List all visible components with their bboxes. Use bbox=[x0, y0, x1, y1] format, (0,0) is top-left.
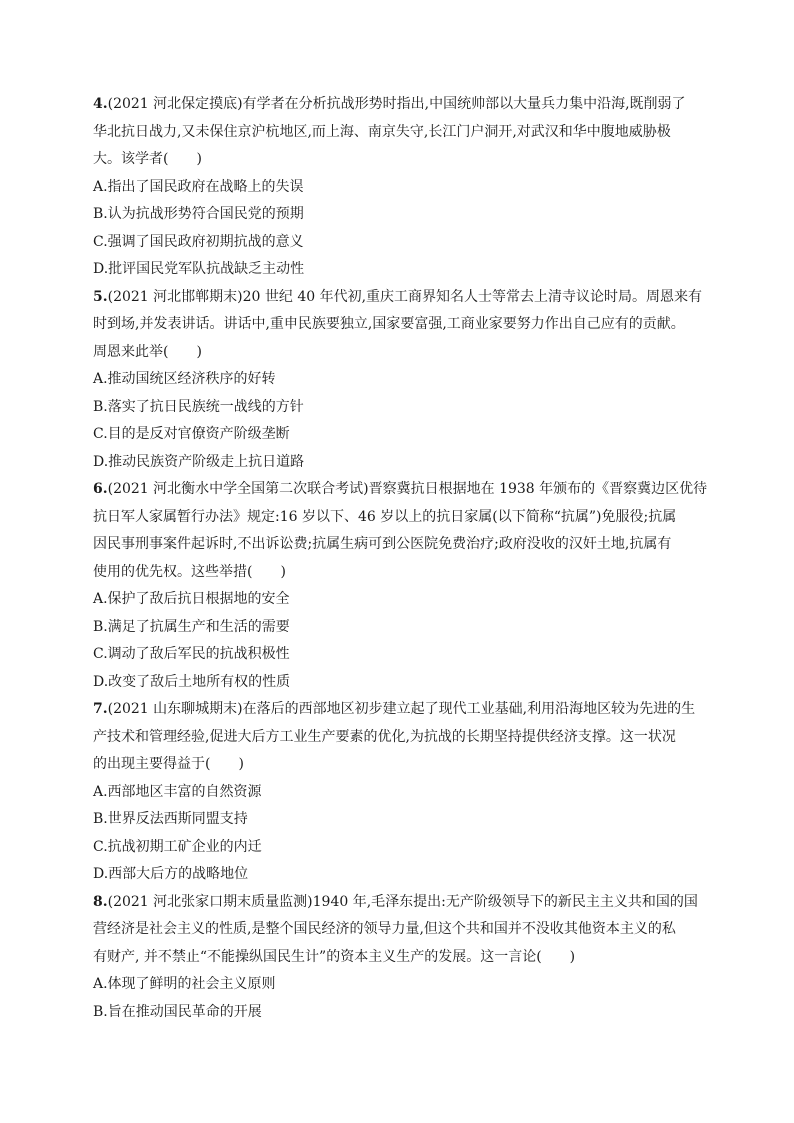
question-stem-line: 5.(2021 河北邯郸期末)20 世纪 40 年代初,重庆工商界知名人士等常去上清寺议论时局。周恩来有 bbox=[93, 288, 703, 305]
question-number: 5. bbox=[93, 288, 108, 305]
question-stem-line: 使用的优先权。这些举措( ) bbox=[93, 563, 286, 580]
option-b: B.世界反法西斯同盟支持 bbox=[93, 811, 248, 827]
question-4 bbox=[93, 91, 713, 284]
question-7 bbox=[93, 696, 713, 889]
option-b: B.落实了抗日民族统一战线的方针 bbox=[93, 398, 304, 415]
option-c: C.强调了国民政府初期抗战的意义 bbox=[93, 233, 304, 250]
question-stem-line: 周恩来此举( ) bbox=[93, 343, 202, 360]
question-stem-line: 8.(2021 河北张家口期末质量监测)1940 年,毛泽东提出:无产阶级领导下的新民主主义共和国的国 bbox=[93, 893, 698, 910]
question-stem-line: 营经济是社会主义的性质,是整个国民经济的领导力量,但这个共和国并不没收其他资本主义的私 bbox=[93, 921, 676, 937]
question-stem-line: 大。该学者( ) bbox=[93, 151, 202, 167]
question-stem-line: 有财产, 并不禁止“不能操纵国民生计”的资本主义生产的发展。这一言论( ) bbox=[93, 948, 576, 965]
option-b: B.满足了抗属生产和生活的需要 bbox=[93, 618, 290, 635]
option-d: D.批评国民党军队抗战缺乏主动性 bbox=[93, 261, 305, 277]
question-6 bbox=[93, 476, 713, 696]
option-d: D.改变了敌后土地所有权的性质 bbox=[93, 673, 291, 690]
option-d: D.推动民族资产阶级走上抗日道路 bbox=[93, 453, 305, 470]
question-number: 4. bbox=[93, 96, 108, 112]
question-stem-line: 7.(2021 山东聊城期末)在落后的西部地区初步建立起了现代工业基础,利用沿海地区较为先进的生 bbox=[93, 701, 696, 717]
option-a: A.指出了国民政府在战略上的失误 bbox=[93, 178, 304, 195]
option-a: A.体现了鲜明的社会主义原则 bbox=[93, 976, 276, 992]
option-a: A.保护了敌后抗日根据地的安全 bbox=[93, 591, 290, 607]
question-stem-line: 华北抗日战力,又未保住京沪杭地区,而上海、南京失守,长江门户洞开,对武汉和华中腹地威胁极 bbox=[93, 123, 671, 140]
question-stem-line: 抗日军人家属暂行办法》规定:16 岁以下、46 岁以上的抗日家属(以下简称“抗属”)免服役;抗属 bbox=[93, 508, 677, 525]
question-stem-line: 时到场,并发表讲话。讲话中,重申民族要独立,国家要富强,工商业家要努力作出自己应有的贡献。 bbox=[93, 316, 685, 332]
option-c: C.目的是反对官僚资产阶级垄断 bbox=[93, 426, 290, 442]
question-stem-line: 的出现主要得益于( ) bbox=[93, 756, 244, 772]
question-number: 7. bbox=[93, 701, 108, 717]
option-b: B.认为抗战形势符合国民党的预期 bbox=[93, 206, 304, 222]
question-stem-line: 产技术和管理经验,促进大后方工业生产要素的优化,为抗战的长期坚持提供经济支撑。这一状况 bbox=[93, 728, 676, 745]
question-8 bbox=[93, 889, 713, 1027]
option-c: C.调动了敌后军民的抗战积极性 bbox=[93, 646, 290, 662]
question-5 bbox=[93, 284, 713, 477]
question-number: 8. bbox=[93, 893, 108, 910]
question-number: 6. bbox=[93, 481, 108, 497]
option-c: C.抗战初期工矿企业的内迁 bbox=[93, 838, 262, 855]
option-a: A.西部地区丰富的自然资源 bbox=[93, 783, 262, 800]
option-d: D.西部大后方的战略地位 bbox=[93, 866, 249, 882]
question-stem-line: 因民事刑事案件起诉时,不出诉讼费;抗属生病可到公医院免费治疗;政府没收的汉奸土地,抗属有 bbox=[93, 536, 672, 552]
question-stem-line: 6.(2021 河北衡水中学全国第二次联合考试)晋察冀抗日根据地在 1938 年颁布的《晋察冀边区优待 bbox=[93, 481, 708, 497]
option-a: A.推动国统区经济秩序的好转 bbox=[93, 371, 276, 387]
option-b: B.旨在推动国民革命的开展 bbox=[93, 1003, 262, 1020]
question-stem-line: 4.(2021 河北保定摸底)有学者在分析抗战形势时指出,中国统帅部以大量兵力集中沿海,既削弱了 bbox=[93, 96, 686, 112]
